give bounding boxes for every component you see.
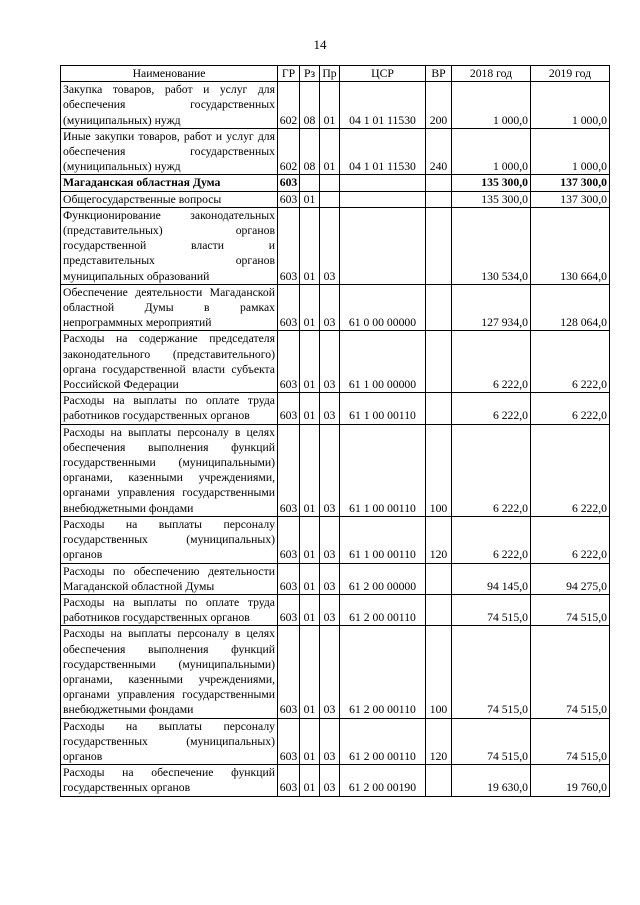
cell-rz [300,175,320,191]
cell-2018: 6 222,0 [452,516,531,563]
cell-csr [340,191,426,207]
table-row [61,331,610,393]
cell-csr: 04 1 01 11530 [340,82,426,129]
header-2019: 2019 год [531,66,610,82]
cell-vr: 200 [426,82,452,129]
header-rz: Рз [300,66,320,82]
cell-rz: 01 [300,393,320,424]
cell-pr: 03 [320,516,340,563]
header-gr: ГР [278,66,300,82]
table-body [61,82,610,796]
cell-rz: 01 [300,563,320,594]
cell-2019: 137 300,0 [531,191,610,207]
cell-pr [320,191,340,207]
cell-gr: 603 [278,626,300,718]
cell-gr: 603 [278,563,300,594]
cell-2019: 6 222,0 [531,393,610,424]
cell-rz: 01 [300,516,320,563]
cell-pr: 03 [320,626,340,718]
cell-gr: 603 [278,424,300,516]
cell-gr: 603 [278,331,300,393]
cell-2018: 6 222,0 [452,424,531,516]
cell-2018: 19 630,0 [452,765,531,796]
cell-2018: 6 222,0 [452,331,531,393]
cell-vr [426,594,452,625]
table-row [61,626,610,718]
cell-csr: 61 2 00 00000 [340,563,426,594]
table-row [61,563,610,594]
cell-2018: 127 934,0 [452,284,531,331]
cell-csr: 61 1 00 00110 [340,516,426,563]
cell-2019: 1 000,0 [531,128,610,175]
header-vr: ВР [426,66,452,82]
cell-gr: 603 [278,284,300,331]
cell-csr: 61 0 00 00000 [340,284,426,331]
table-row [61,128,610,175]
cell-rz: 01 [300,594,320,625]
cell-2019: 1 000,0 [531,82,610,129]
cell-2018: 135 300,0 [452,175,531,191]
cell-2019: 74 515,0 [531,626,610,718]
cell-rz: 01 [300,718,320,765]
cell-name: Расходы на выплаты персоналу государственных (муниципальных) органов [61,718,278,765]
cell-gr: 603 [278,765,300,796]
cell-csr: 61 1 00 00110 [340,393,426,424]
cell-2019: 94 275,0 [531,563,610,594]
cell-2018: 1 000,0 [452,82,531,129]
cell-rz: 01 [300,424,320,516]
cell-name: Обеспечение деятельности Магаданской областной Думы в рамках непрограммных мероприятий [61,284,278,331]
cell-pr: 03 [320,207,340,284]
cell-rz: 01 [300,191,320,207]
cell-gr: 603 [278,175,300,191]
cell-2018: 74 515,0 [452,594,531,625]
cell-csr: 04 1 01 11530 [340,128,426,175]
header-csr: ЦСР [340,66,426,82]
cell-2018: 135 300,0 [452,191,531,207]
cell-name: Расходы на выплаты персоналу в целях обеспечения выполнения функций государственными (муниципальными) органами, казенными учреждениями, органами управления государственными внебюджетными фондами [61,626,278,718]
cell-name: Функционирование законодательных (представительных) органов государственной власти и представительных органов муниципальных образований [61,207,278,284]
cell-pr: 03 [320,284,340,331]
cell-name: Расходы на выплаты по оплате труда работников государственных органов [61,594,278,625]
cell-name: Закупка товаров, работ и услуг для обеспечения государственных (муниципальных) нужд [61,82,278,129]
header-pr: Пр [320,66,340,82]
cell-2019: 128 064,0 [531,284,610,331]
cell-pr: 01 [320,128,340,175]
cell-vr [426,563,452,594]
cell-pr: 03 [320,424,340,516]
cell-name: Расходы на выплаты персоналу государственных (муниципальных) органов [61,516,278,563]
cell-pr: 03 [320,765,340,796]
cell-vr [426,191,452,207]
cell-name: Расходы на обеспечение функций государственных органов [61,765,278,796]
cell-gr: 603 [278,594,300,625]
cell-gr: 603 [278,191,300,207]
cell-2019: 130 664,0 [531,207,610,284]
cell-csr: 61 1 00 00110 [340,424,426,516]
cell-2018: 130 534,0 [452,207,531,284]
cell-vr [426,765,452,796]
cell-2019: 74 515,0 [531,594,610,625]
cell-2018: 1 000,0 [452,128,531,175]
cell-2019: 74 515,0 [531,718,610,765]
cell-pr [320,175,340,191]
cell-gr: 602 [278,128,300,175]
cell-pr: 01 [320,82,340,129]
cell-gr: 603 [278,207,300,284]
cell-vr [426,393,452,424]
cell-2018: 94 145,0 [452,563,531,594]
cell-rz: 01 [300,284,320,331]
header-2018: 2018 год [452,66,531,82]
cell-pr: 03 [320,331,340,393]
table-row [61,284,610,331]
table-row [61,393,610,424]
cell-csr [340,207,426,284]
cell-rz: 01 [300,626,320,718]
cell-vr [426,331,452,393]
cell-vr [426,207,452,284]
cell-gr: 603 [278,393,300,424]
cell-2018: 74 515,0 [452,718,531,765]
header-name: Наименование [61,66,278,82]
table-row [61,516,610,563]
table-row [61,765,610,796]
cell-pr: 03 [320,594,340,625]
cell-vr: 100 [426,424,452,516]
cell-rz: 08 [300,82,320,129]
cell-2019: 6 222,0 [531,331,610,393]
cell-pr: 03 [320,563,340,594]
cell-gr: 603 [278,516,300,563]
cell-rz: 01 [300,207,320,284]
cell-pr: 03 [320,718,340,765]
cell-csr: 61 2 00 00110 [340,718,426,765]
cell-name: Иные закупки товаров, работ и услуг для обеспечения государственных (муниципальных) нужд [61,128,278,175]
table-row [61,191,610,207]
cell-vr [426,175,452,191]
cell-csr [340,175,426,191]
cell-rz: 01 [300,331,320,393]
table-row [61,424,610,516]
cell-name: Расходы по обеспечению деятельности Магаданской областной Думы [61,563,278,594]
budget-table [60,65,610,797]
cell-vr: 120 [426,516,452,563]
cell-rz: 08 [300,128,320,175]
cell-name: Расходы на выплаты персоналу в целях обеспечения выполнения функций государственными (муниципальными) органами, казенными учреждениями, органами управления государственными внебюджетными фондами [61,424,278,516]
cell-csr: 61 2 00 00110 [340,594,426,625]
page-number: 14 [313,37,327,52]
table-row [61,718,610,765]
table-row [61,175,610,191]
cell-name: Общегосударственные вопросы [61,191,278,207]
cell-2018: 74 515,0 [452,626,531,718]
cell-rz: 01 [300,765,320,796]
cell-name: Магаданская областная Дума [61,175,278,191]
cell-vr [426,284,452,331]
table-row [61,594,610,625]
cell-name: Расходы на содержание председателя законодательного (представительного) органа государственной власти субъекта Российской Федерации [61,331,278,393]
table-header-row [61,66,610,82]
cell-2019: 19 760,0 [531,765,610,796]
cell-name: Расходы на выплаты по оплате труда работников государственных органов [61,393,278,424]
cell-2019: 137 300,0 [531,175,610,191]
cell-vr: 240 [426,128,452,175]
table-row [61,82,610,129]
cell-vr: 120 [426,718,452,765]
cell-vr: 100 [426,626,452,718]
cell-pr: 03 [320,393,340,424]
cell-gr: 603 [278,718,300,765]
cell-csr: 61 2 00 00110 [340,626,426,718]
cell-gr: 602 [278,82,300,129]
table-row [61,207,610,284]
cell-2019: 6 222,0 [531,424,610,516]
cell-csr: 61 2 00 00190 [340,765,426,796]
cell-2018: 6 222,0 [452,393,531,424]
cell-csr: 61 1 00 00000 [340,331,426,393]
cell-2019: 6 222,0 [531,516,610,563]
